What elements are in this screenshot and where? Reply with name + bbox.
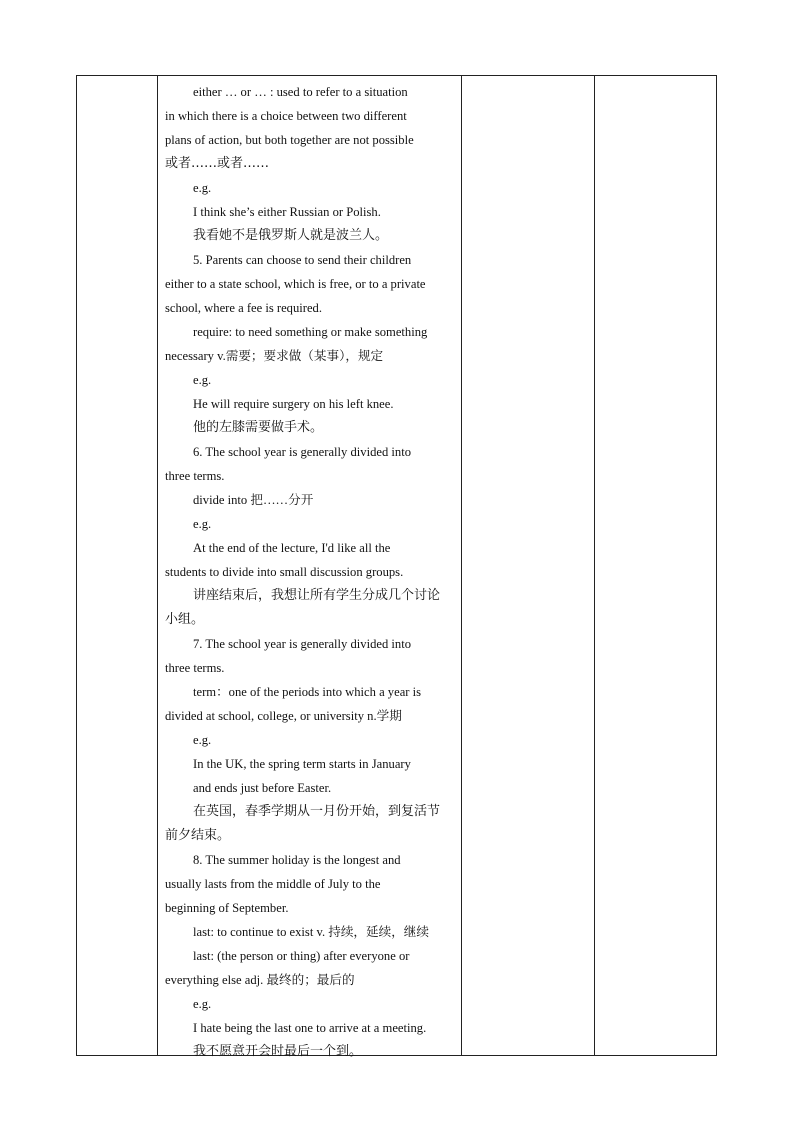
content-line: require: to need something or make something xyxy=(193,325,428,339)
content-line: 讲座结束后，我想让所有学生分成几个讨论 xyxy=(193,588,441,603)
content-line: and ends just before Easter. xyxy=(193,781,332,795)
content-line: e.g. xyxy=(193,517,212,531)
content-line: 7. The school year is generally divided into xyxy=(193,637,412,651)
content-line: three terms. xyxy=(165,469,225,483)
lesson-table xyxy=(76,75,717,1059)
content-line: 8. The summer holiday is the longest and xyxy=(193,853,401,867)
content-line: either … or … : used to refer to a situation xyxy=(193,85,408,99)
content-line: 我看她不是俄罗斯人就是波兰人。 xyxy=(193,228,389,243)
content-line: 在英国，春季学期从一月份开始，到复活节 xyxy=(193,804,441,819)
content-line: He will require surgery on his left knee. xyxy=(193,397,394,411)
column-divider-1 xyxy=(157,76,158,1055)
content-line: e.g. xyxy=(193,733,212,747)
content-line: students to divide into small discussion groups. xyxy=(165,565,404,579)
content-line: divided at school, college, or university n.学期 xyxy=(165,709,402,723)
content-line: last: to continue to exist v. 持续，延续，继续 xyxy=(193,925,429,939)
content-line: In the UK, the spring term starts in January xyxy=(193,757,411,771)
content-line: 我不愿意开会时最后一个到。 xyxy=(193,1044,363,1059)
column-divider-3 xyxy=(594,76,595,1055)
content-line: usually lasts from the middle of July to the xyxy=(165,877,381,891)
content-line: 小组。 xyxy=(165,612,205,627)
content-line: divide into 把……分开 xyxy=(193,493,314,507)
content-line: last: (the person or thing) after everyone or xyxy=(193,949,410,963)
content-line: e.g. xyxy=(193,373,212,387)
content-line: 前夕结束。 xyxy=(165,828,231,843)
content-line: e.g. xyxy=(193,181,212,195)
content-line: At the end of the lecture, I'd like all the xyxy=(193,541,391,555)
content-line: either to a state school, which is free, or to a private xyxy=(165,277,426,291)
teaching-content-cell xyxy=(165,76,463,1064)
content-line: school, where a fee is required. xyxy=(165,301,323,315)
content-line: beginning of September. xyxy=(165,901,289,915)
content-line: in which there is a choice between two different xyxy=(165,109,407,123)
content-line: 或者……或者…… xyxy=(165,156,270,171)
content-line: e.g. xyxy=(193,997,212,1011)
content-line: 他的左膝需要做手术。 xyxy=(193,420,324,435)
content-line: three terms. xyxy=(165,661,225,675)
content-line: 6. The school year is generally divided into xyxy=(193,445,412,459)
content-line: everything else adj. 最终的；最后的 xyxy=(165,973,355,987)
content-line: necessary v.需要；要求做（某事），规定 xyxy=(165,349,384,363)
content-line: 5. Parents can choose to send their children xyxy=(193,253,412,267)
content-line: term：one of the periods into which a year is xyxy=(193,685,422,699)
content-line: I hate being the last one to arrive at a meeting. xyxy=(193,1021,427,1035)
content-line: plans of action, but both together are not possible xyxy=(165,133,414,147)
content-line: I think she’s either Russian or Polish. xyxy=(193,205,381,219)
